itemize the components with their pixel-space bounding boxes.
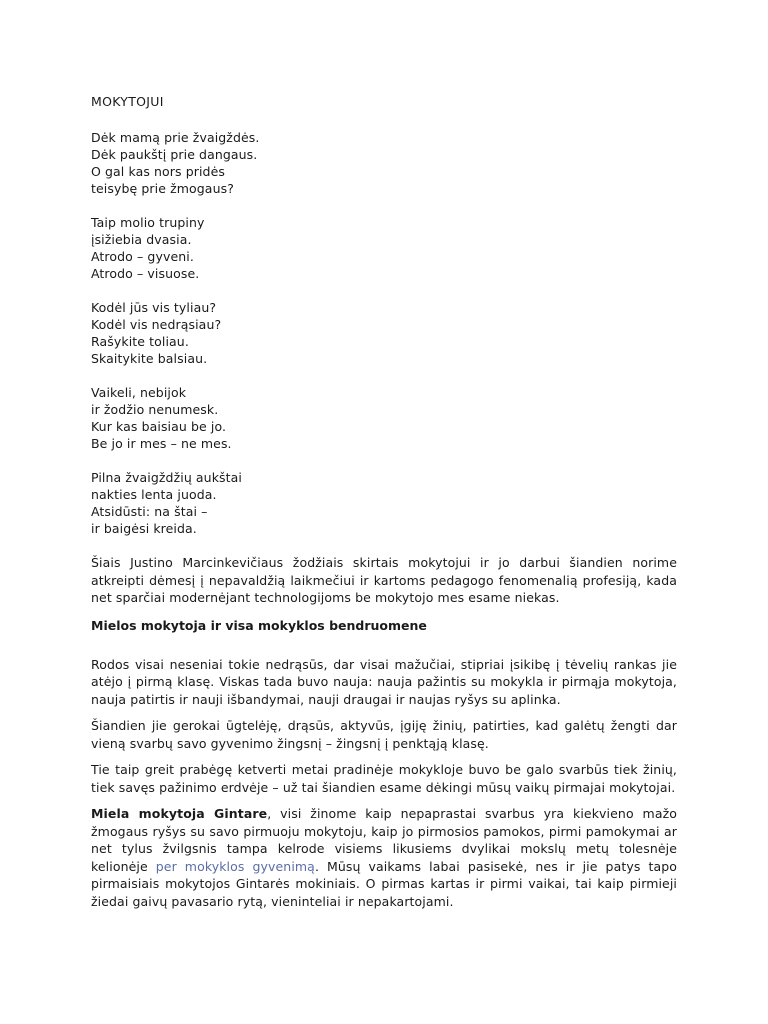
body-paragraph-3: Tie taip greit prabėgę ketverti metai pradinėje mokykloje buvo be galo svarbūs tiek žinių, tiek savęs pažinimo erdvėje – už tai šiandien esame dėkingi mūsų vaikų pirmajai mokytojai. [91,762,677,795]
poem-stanza-5 [91,469,677,537]
poem-line: Atsidūsti: na štai – [91,504,208,519]
poem-line: Pilna žvaigždžių aukštai [91,470,242,485]
poem-line: ir žodžio nenumesk. [91,402,219,417]
poem-stanza-1 [91,129,677,197]
poem-stanza-4 [91,384,677,452]
poem-line: Kodėl jūs vis tyliau? [91,300,217,315]
poem-line: Taip molio trupiny [91,215,205,230]
poem-line: įsižiebia dvasia. [91,232,192,247]
body-paragraph-2: Šiandien jie gerokai ūgtelėję, drąsūs, aktyvūs, įgiję žinių, patirties, kad galėtų žengti dar vieną svarbų savo gyvenimo žingsnį – žingsnį į penktąją klasę. [91,718,677,751]
intro-paragraph: Šiais Justino Marcinkevičiaus žodžiais skirtais mokytojui ir jo darbui šiandien norime atkreipti dėmesį į nepavaldžią laikmečiui ir kartoms pedagogo fenomenalią profesiją, kada net sparčiai modernėjant technologijoms be mokytojo mes esame niekas. [91,555,677,605]
poem-line: nakties lenta juoda. [91,487,217,502]
poem-line: O gal kas nors pridės [91,164,225,179]
paragraph-text: . Mūsų vaikams labai pasisekė, nes ir jie patys tapo pirmaisiais mokytojos Gintarės mokiniais. O pirmas kartas ir pirmi vaikai, tai kaip pirmieji žiedai gaivų pavasario rytą, vieninteliai ir nepakartojami. [91,858,677,909]
poem-line: Atrodo – visuose. [91,266,200,281]
poem-line: Vaikeli, nebijok [91,385,187,400]
document-page [91,93,677,910]
poem-line: Atrodo – gyveni. [91,249,194,264]
poem-line: Kodėl vis nedrąsiau? [91,317,222,332]
poem-line: Rašykite toliau. [91,334,189,349]
poem-line: Dėk paukštį prie dangaus. [91,147,258,162]
inline-link[interactable]: per mokyklos gyvenimą [155,858,315,874]
addressee-name: Miela mokytoja Gintare [91,806,268,821]
poem-title: MOKYTOJUI [91,94,164,109]
poem-line: Dėk mamą prie žvaigždės. [91,130,260,145]
poem [91,129,677,537]
poem-line: teisybę prie žmogaus? [91,181,234,196]
letter-heading: Mielos mokytoja ir visa mokyklos bendruomene [91,617,427,633]
poem-line: ir baigėsi kreida. [91,521,197,536]
paragraph-text: , visi žinome kaip nepaprastai svarbus yra kiekvieno mažo žmogaus ryšys su savo pirmuoju mokytoju, kaip jo pirmosios pamokos, pirmi pamokymai ar net tylus žvilgsnis tampa kelrode visiems likusiems dvylikai mokslų metų tolesnėje kelionėje [91,806,677,874]
poem-line: Kur kas baisiau be jo. [91,419,227,434]
body-paragraph-1: Rodos visai neseniai tokie nedrąsūs, dar visai mažučiai, stipriai įsikibę į tėvelių rankas jie atėjo į pirmą klasę. Viskas tada buvo nauja: nauja pažintis su mokykla ir pirmąja mokytoja, nauja patirtis ir nauji išbandymai, nauji draugai ir naujas ryšys su aplinka. [91,656,677,707]
poem-stanza-3 [91,299,677,367]
body-paragraph-4 [91,805,677,910]
poem-line: Be jo ir mes – ne mes. [91,436,232,451]
poem-line: Skaitykite balsiau. [91,351,208,366]
poem-stanza-2 [91,214,677,282]
